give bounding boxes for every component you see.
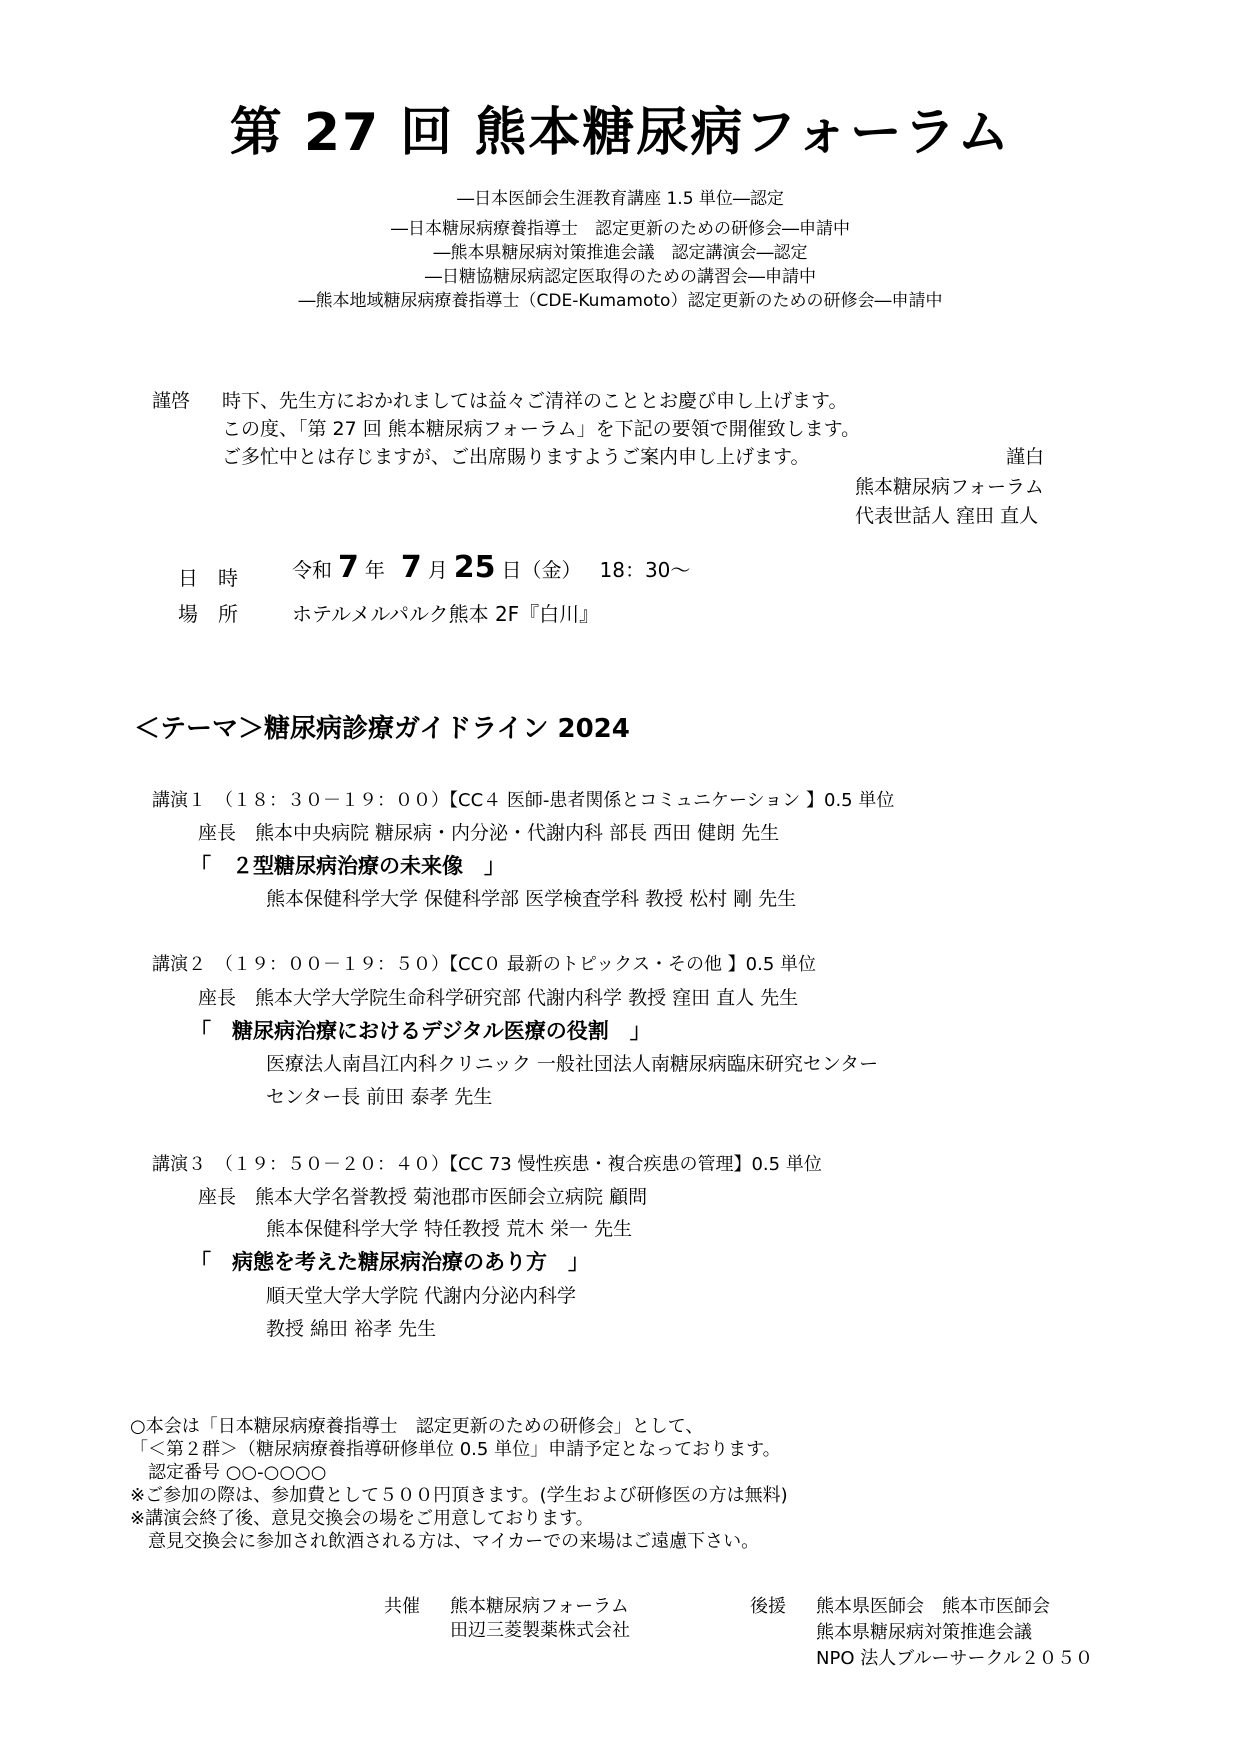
greeting-opening: 謹啓	[152, 390, 191, 412]
greeting-closing: 謹白	[1006, 446, 1045, 468]
lecture-header: 講演２ （１９：００－１９：５０）【CC０ 最新のトピックス・その他 】0.5 単位	[152, 954, 817, 975]
date-era: 令和	[292, 558, 332, 582]
supporter-name: 熊本県医師会 熊本市医師会	[816, 1596, 1050, 1617]
lecture-speaker: 順天堂大学大学院 代謝内分泌内科学	[266, 1285, 577, 1307]
lecture-speaker: 医療法人南昌江内科クリニック 一般社団法人南糖尿病臨床研究センター	[266, 1053, 879, 1075]
cohost-name: 田辺三菱製薬株式会社	[450, 1620, 630, 1641]
greeting-org: 熊本糖尿病フォーラム	[855, 476, 1044, 498]
place-label: 場 所	[178, 602, 238, 626]
greeting-line: この度、「第 27 回 熊本糖尿病フォーラム」を下記の要領で開催致します。	[222, 418, 861, 440]
note-line: ※講演会終了後、意見交換会の場をご用意しております。	[130, 1508, 594, 1529]
theme-heading: ＜テーマ＞糖尿病診療ガイドライン 2024	[134, 714, 630, 744]
note-line: 認定番号 ○○-○○○○	[130, 1462, 327, 1483]
greeting-line: ご多忙中とは存じますが、ご出席賜りますようご案内申し上げます。	[222, 446, 810, 468]
greeting-representative: 代表世話人 窪田 直人	[855, 505, 1039, 527]
note-line: 意見交換会に参加され飲酒される方は、マイカーでの来場はご遠慮下さい。	[130, 1531, 760, 1552]
date-label: 日 時	[178, 566, 238, 590]
certification-line: ―日糖協糖尿病認定医取得のための講習会―申請中	[425, 267, 816, 287]
lecture-speaker: 熊本保健科学大学 保健科学部 医学検査学科 教授 松村 剛 先生	[266, 888, 797, 910]
lecture-title: 「 病態を考えた糖尿病治療のあり方 」	[190, 1250, 589, 1274]
date-time: 18：30～	[599, 558, 691, 582]
lecture-header: 講演３ （１９：５０－２０：４０）【CC 73 慢性疾患・複合疾患の管理】0.5 単位	[152, 1154, 822, 1175]
date-year-unit: 年	[364, 558, 385, 582]
date-year: 7	[338, 550, 359, 585]
date-month: 7	[400, 550, 422, 585]
certification-line: ―日本医師会生涯教育講座 1.5 単位―認定	[457, 189, 784, 209]
event-date	[292, 550, 690, 590]
date-day: 25	[453, 550, 496, 585]
support-label: 後援	[750, 1596, 786, 1617]
lecture-chair: 座長 熊本中央病院 糖尿病・内分泌・代謝内科 部長 西田 健朗 先生	[198, 822, 780, 844]
greeting-line: 時下、先生方におかれましては益々ご清祥のこととお慶び申し上げます。	[222, 390, 848, 412]
certification-line: ―日本糖尿病療養指導士 認定更新のための研修会―申請中	[391, 219, 850, 239]
lecture-speaker: センター長 前田 泰孝 先生	[266, 1086, 493, 1108]
certification-line: ―熊本地域糖尿病療養指導士（CDE-Kumamoto）認定更新のための研修会―申請中	[298, 291, 943, 311]
supporter-name: NPO 法人ブルーサークル２０５０	[816, 1648, 1093, 1669]
note-line: 「＜第２群＞（糖尿病療養指導研修単位 0.5 単位」申請予定となっております。	[130, 1439, 781, 1460]
lecture-speaker: 教授 綿田 裕孝 先生	[266, 1318, 437, 1340]
lecture-title: 「 糖尿病治療におけるデジタル医療の役割 」	[190, 1019, 651, 1043]
date-month-unit: 月	[427, 558, 448, 582]
supporter-name: 熊本県糖尿病対策推進会議	[816, 1622, 1032, 1643]
certification-line: ―熊本県糖尿病対策推進会議 認定講演会―認定	[433, 243, 808, 263]
cohost-name: 熊本糖尿病フォーラム	[450, 1596, 629, 1617]
lecture-chair: 座長 熊本大学大学院生命科学研究部 代謝内科学 教授 窪田 直人 先生	[198, 987, 799, 1009]
note-line: ※ご参加の際は、参加費として５００円頂きます。(学生および研修医の方は無料)	[130, 1485, 788, 1506]
lecture-title: 「 ２型糖尿病治療の未来像 」	[190, 854, 505, 878]
lecture-header: 講演１ （１８：３０－１９：００）【CC４ 医師-患者関係とコミュニケーション 】0.5 単位	[152, 790, 895, 811]
date-day-unit: 日（金）	[501, 558, 582, 582]
lecture-chair: 座長 熊本大学名誉教授 菊池郡市医師会立病院 顧問	[198, 1186, 648, 1208]
cohost-label: 共催	[384, 1596, 420, 1617]
event-place: ホテルメルパルク熊本 2F『白川』	[292, 602, 600, 626]
lecture-chair-extra: 熊本保健科学大学 特任教授 荒木 栄一 先生	[266, 1218, 633, 1240]
page-title: 第 27 回 熊本糖尿病フォーラム	[229, 103, 1012, 163]
note-line: ○本会は「日本糖尿病療養指導士 認定更新のための研修会」として、	[130, 1416, 704, 1437]
